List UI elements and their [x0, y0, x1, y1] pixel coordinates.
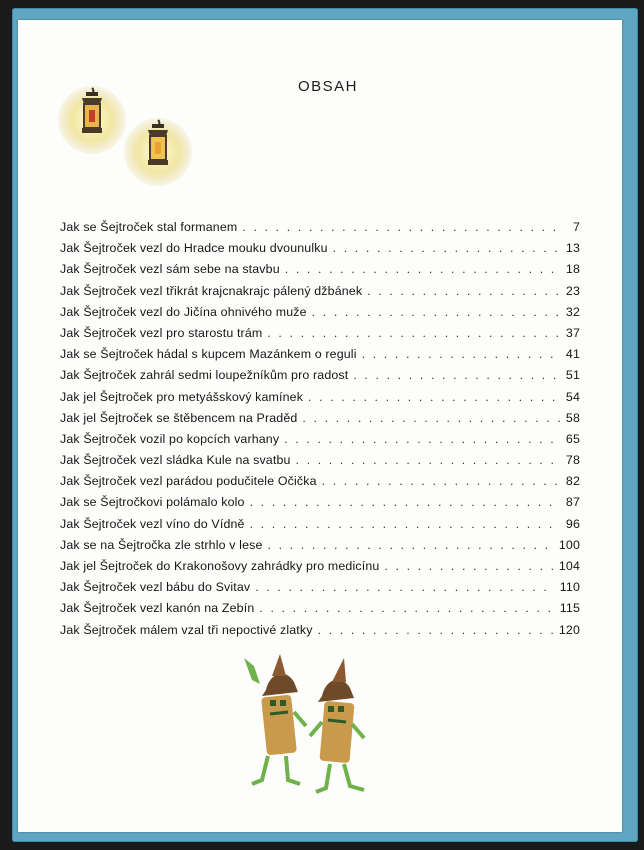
toc-leader-dots	[255, 580, 555, 594]
contents-page	[18, 20, 622, 832]
toc-entry-title: Jak Šejtroček vezl pro starostu trám	[60, 325, 263, 340]
toc-leader-dots	[308, 390, 561, 404]
toc-leader-dots	[312, 305, 561, 319]
toc-entry[interactable]	[60, 411, 580, 432]
toc-entry-title: Jak Šejtroček vezl sám sebe na stavbu	[60, 262, 280, 277]
toc-entry-page-number: 115	[559, 601, 580, 616]
toc-entry-page-number: 104	[558, 559, 580, 573]
toc-entry-page-number: 78	[565, 453, 580, 468]
toc-entry[interactable]	[60, 220, 580, 241]
lantern-icon	[122, 116, 194, 193]
toc-entry-title: Jak Šejtroček vezl parádou podučitele Očička	[60, 474, 317, 489]
toc-entry[interactable]	[60, 495, 580, 516]
toc-leader-dots	[367, 284, 561, 298]
toc-entry[interactable]	[60, 453, 580, 474]
toc-entry[interactable]	[60, 347, 580, 368]
toc-entry-title: Jak se Šejtroček hádal s kupcem Mazánkem o reguli	[60, 347, 357, 362]
toc-leader-dots	[268, 538, 554, 552]
toc-entry-page-number: 120	[558, 622, 580, 637]
toc-leader-dots	[267, 326, 561, 340]
toc-entry-page-number: 100	[558, 537, 580, 552]
toc-entry-title: Jak Šejtroček málem vzal tři nepoctivé zlatky	[60, 622, 313, 637]
table-of-contents	[60, 220, 580, 644]
toc-entry-title: Jak Šejtroček vezl kanón na Zebín	[60, 601, 255, 616]
toc-entry-title: Jak se Šejtročkovi polámalo kolo	[60, 495, 245, 510]
toc-leader-dots	[259, 601, 554, 615]
toc-leader-dots	[285, 262, 561, 276]
wooden-figures-illustration	[240, 652, 390, 807]
toc-entry[interactable]	[60, 326, 580, 347]
toc-entry-page-number: 110	[559, 580, 580, 595]
toc-entry-title: Jak jel Šejtroček do Krakonošovy zahrádky pro medicínu	[60, 559, 380, 573]
toc-leader-dots	[322, 474, 561, 488]
toc-entry-page-number: 87	[565, 495, 580, 510]
toc-entry[interactable]	[60, 580, 580, 601]
toc-entry-title: Jak Šejtroček vezl víno do Vídně	[60, 516, 245, 531]
toc-entry-page-number: 65	[565, 431, 580, 446]
toc-entry-page-number: 82	[565, 474, 580, 489]
toc-entry-title: Jak Šejtroček zahrál sedmi loupežníkům pro radost	[60, 368, 349, 383]
toc-entry-title: Jak se Šejtroček stal formanem	[60, 220, 238, 234]
toc-leader-dots	[318, 623, 554, 637]
toc-entry-page-number: 7	[572, 220, 580, 234]
toc-entry-title: Jak Šejtroček vezl do Jičína ohnivého muže	[60, 304, 307, 319]
toc-leader-dots	[384, 559, 553, 573]
toc-entry[interactable]	[60, 262, 580, 283]
toc-entry-page-number: 41	[565, 347, 580, 362]
toc-entry-page-number: 23	[565, 283, 580, 298]
toc-leader-dots	[296, 453, 561, 467]
toc-leader-dots	[333, 241, 561, 255]
toc-entry-title: Jak se na Šejtročka zle strhlo v lese	[60, 537, 263, 552]
toc-entry[interactable]	[60, 390, 580, 411]
toc-entry-page-number: 32	[565, 304, 580, 319]
toc-entry[interactable]	[60, 601, 580, 622]
toc-entry[interactable]	[60, 241, 580, 262]
toc-entry[interactable]	[60, 474, 580, 495]
toc-leader-dots	[250, 495, 561, 509]
lantern-icon	[56, 84, 128, 161]
toc-entry-page-number: 13	[565, 241, 580, 256]
toc-entry-title: Jak jel Šejtroček se štěbencem na Praděd	[60, 410, 298, 425]
toc-leader-dots	[362, 347, 561, 361]
toc-leader-dots	[284, 432, 561, 446]
toc-entry[interactable]	[60, 623, 580, 644]
toc-entry[interactable]	[60, 305, 580, 326]
toc-leader-dots	[353, 368, 561, 382]
toc-leader-dots	[242, 220, 561, 234]
toc-entry[interactable]	[60, 432, 580, 453]
toc-entry-page-number: 54	[565, 389, 580, 404]
toc-entry-page-number: 96	[565, 516, 580, 531]
toc-entry-title: Jak jel Šejtroček pro metyášskový kamínek	[60, 389, 304, 404]
toc-entry[interactable]	[60, 559, 580, 580]
toc-entry-page-number: 58	[565, 410, 580, 425]
toc-entry-title: Jak Šejtroček vezl sládka Kule na svatbu	[60, 453, 291, 468]
toc-entry-title: Jak Šejtroček vezl třikrát krajcnakrajc pálený džbánek	[60, 283, 363, 298]
toc-entry-page-number: 37	[565, 325, 580, 340]
toc-leader-dots	[302, 411, 560, 425]
toc-entry-title: Jak Šejtroček vezl do Hradce mouku dvounulku	[60, 241, 328, 256]
toc-entry-page-number: 18	[565, 262, 580, 277]
toc-entry-title: Jak Šejtroček vozil po kopcích varhany	[60, 431, 280, 446]
toc-entry-title: Jak Šejtroček vezl bábu do Svitav	[60, 580, 251, 595]
toc-entry[interactable]	[60, 538, 580, 559]
toc-entry[interactable]	[60, 368, 580, 389]
toc-entry[interactable]	[60, 517, 580, 538]
toc-entry[interactable]	[60, 284, 580, 305]
toc-entry-page-number: 51	[565, 368, 580, 383]
page-title: OBSAH	[297, 78, 358, 95]
toc-leader-dots	[250, 517, 561, 531]
